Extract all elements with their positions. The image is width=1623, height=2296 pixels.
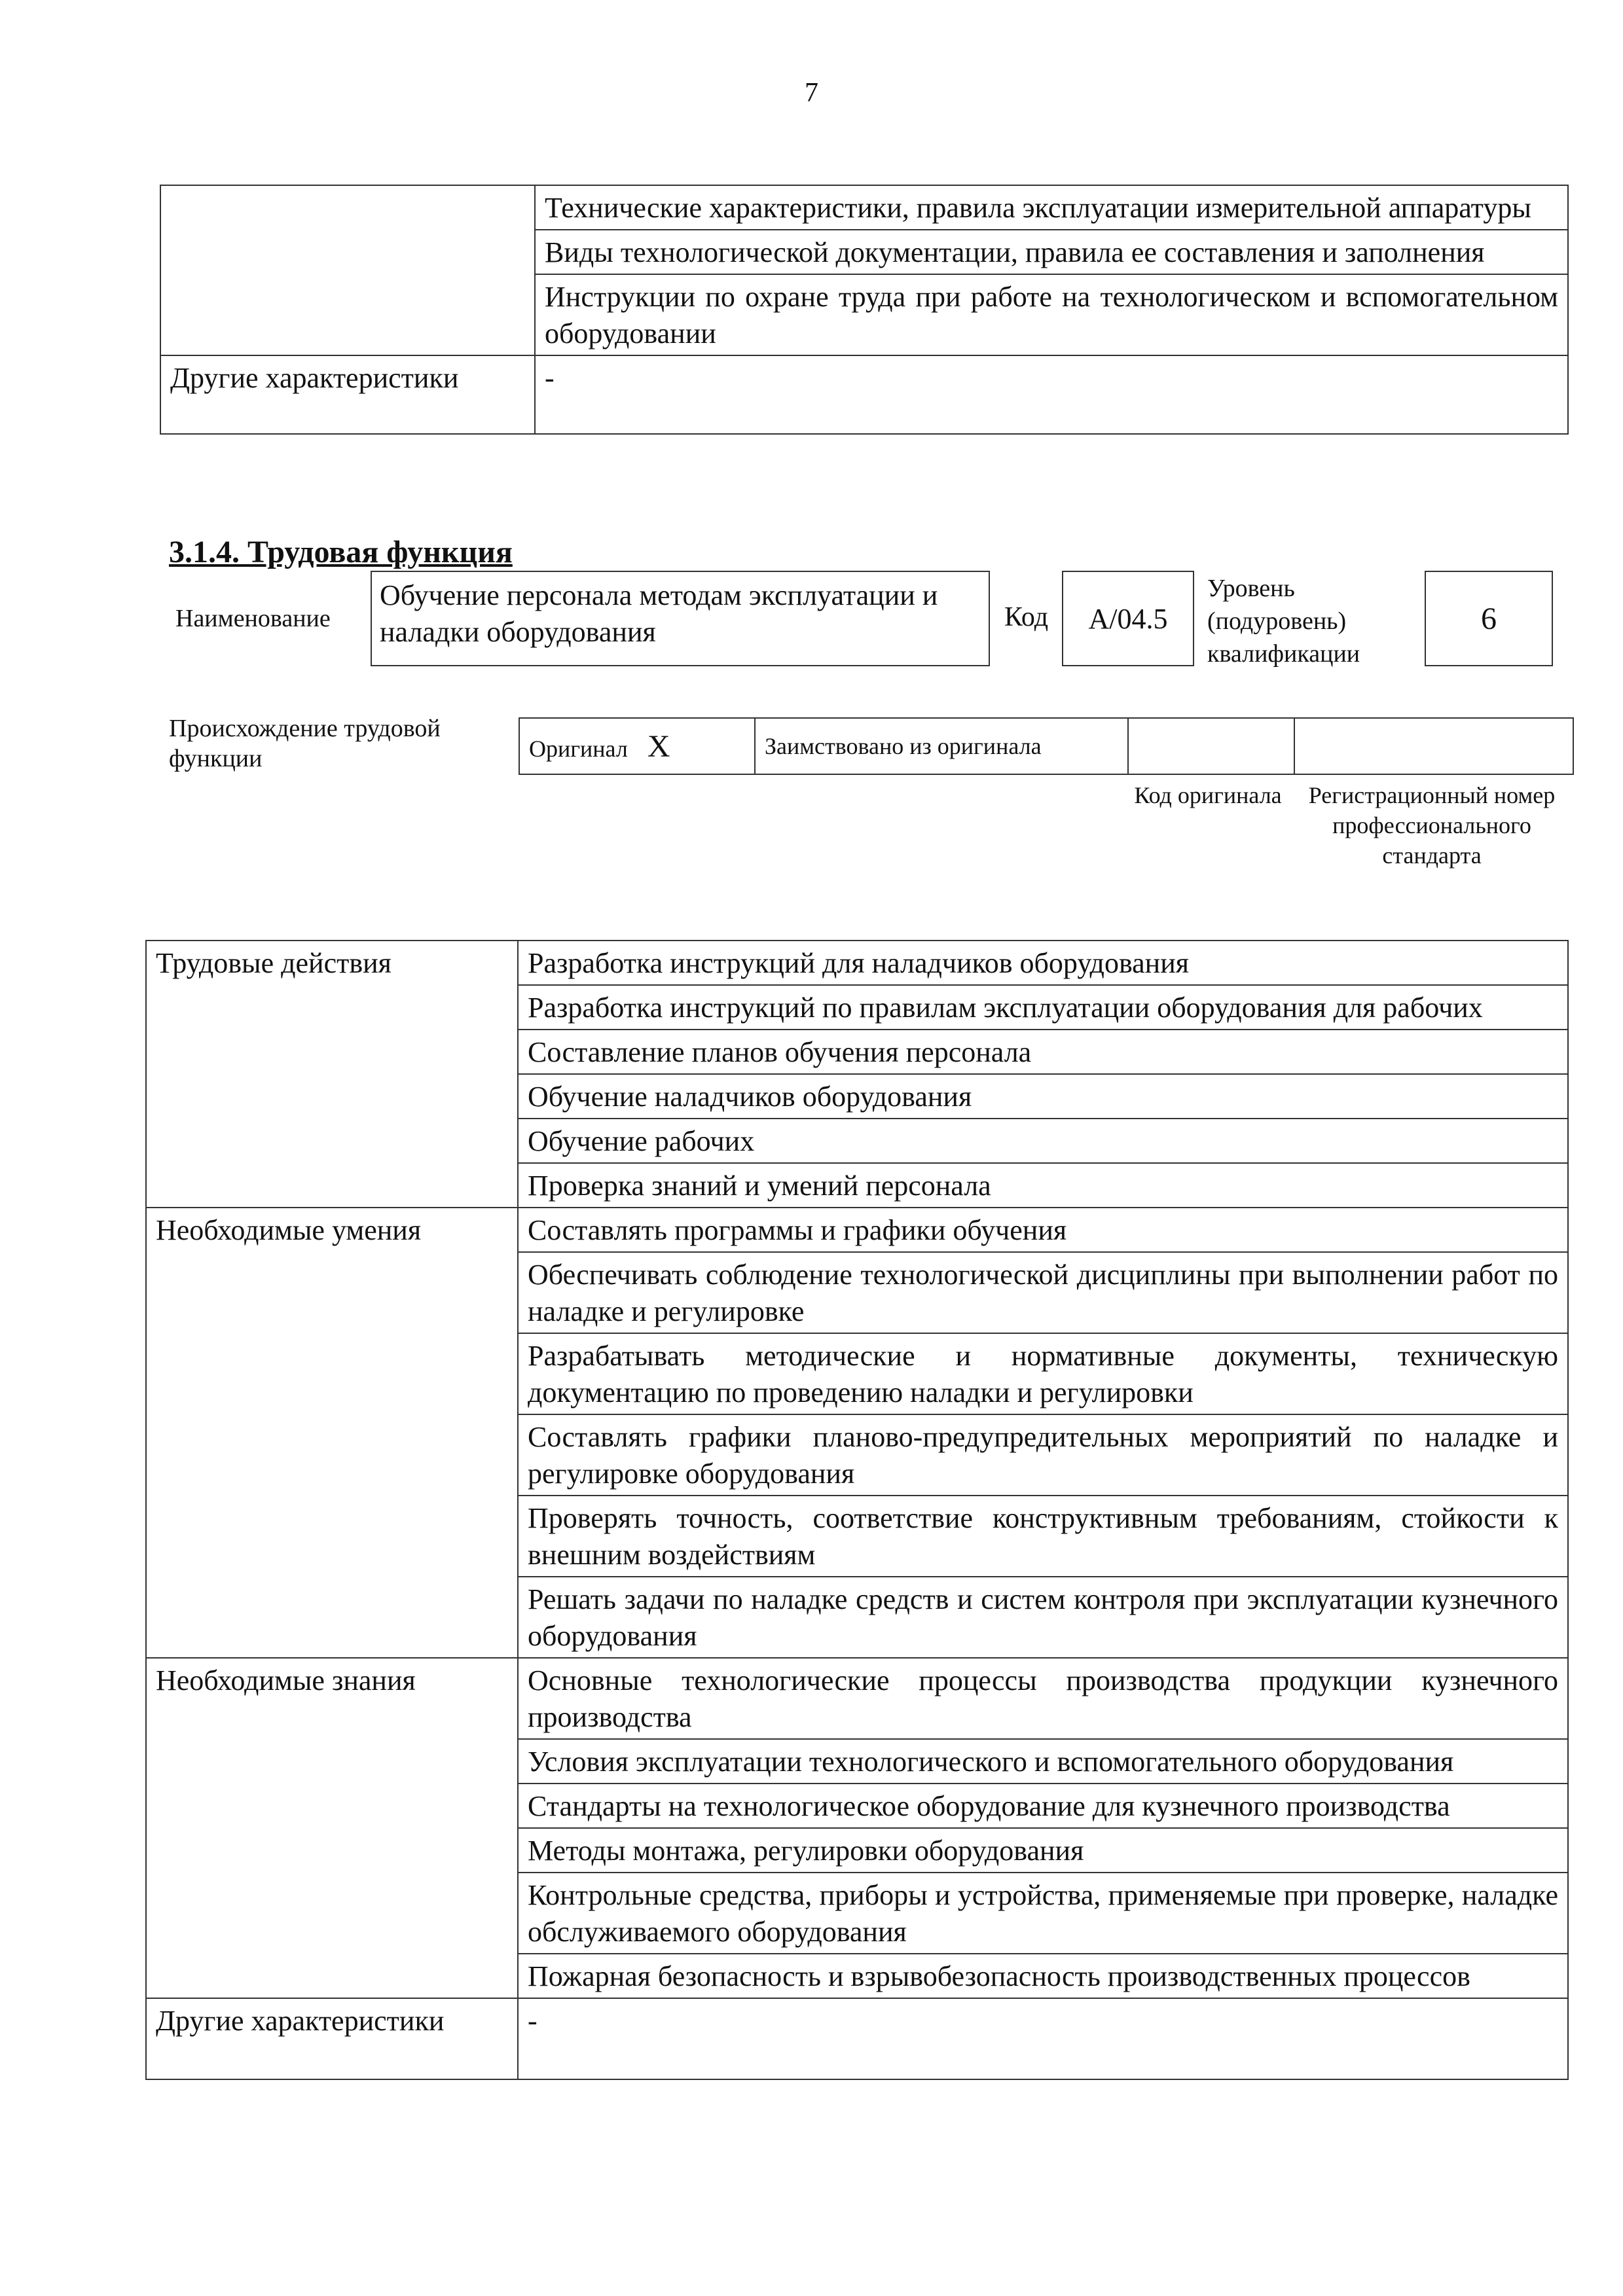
- required-skills-label: Необходимые умения: [146, 1208, 518, 1658]
- section-title: 3.1.4. Трудовая функция: [169, 535, 513, 569]
- origin-borrowed-cell: [755, 718, 1128, 774]
- knowledge-item: Контрольные средства, приборы и устройства, применяемые при проверке, наладке обслуживаемого оборудования: [518, 1873, 1568, 1954]
- top-empty-label: [160, 185, 535, 355]
- borrowed-label: Заимствовано из оригинала: [765, 733, 1042, 759]
- knowledge-item: Методы монтажа, регулировки оборудования: [518, 1828, 1568, 1873]
- labor-action-item: Составление планов обучения персонала: [518, 1030, 1568, 1074]
- knowledge-item: Виды технологической документации, правила ее составления и заполнения: [535, 230, 1568, 274]
- skill-item: Решать задачи по наладке средств и систем контроля при эксплуатации кузнечного оборудования: [518, 1577, 1568, 1658]
- labor-action-item: Разработка инструкций по правилам эксплуатации оборудования для рабочих: [518, 985, 1568, 1030]
- level-value-box: [1425, 571, 1553, 666]
- knowledge-item: Основные технологические процессы производства продукции кузнечного производства: [518, 1658, 1568, 1739]
- knowledge-item: Стандарты на технологическое оборудование для кузнечного производства: [518, 1784, 1568, 1828]
- labor-action-item: Обучение рабочих: [518, 1119, 1568, 1163]
- skill-item: Составлять программы и графики обучения: [518, 1208, 1568, 1252]
- other-characteristics-label: Другие характеристики: [146, 1998, 518, 2079]
- labor-action-item: Разработка инструкций для наладчиков оборудования: [518, 941, 1568, 985]
- caption-registration-number: Регистрационный номер профессионального стандарта: [1308, 782, 1556, 869]
- other-characteristics-label: Другие характеристики: [160, 355, 535, 434]
- origin-code-cell: [1128, 718, 1294, 774]
- skill-item: Составлять графики планово-предупредительных мероприятий по наладке и регулировке оборудования: [518, 1414, 1568, 1496]
- main-table: [145, 940, 1569, 2080]
- level-value: 6: [1481, 601, 1497, 636]
- labor-action-item: Обучение наладчиков оборудования: [518, 1074, 1568, 1119]
- origin-table: [519, 717, 1574, 775]
- origin-original-cell: [519, 718, 755, 774]
- other-characteristics-value: -: [518, 1998, 1568, 2079]
- name-value-box: [371, 571, 990, 666]
- knowledge-item: Пожарная безопасность и взрывобезопасность производственных процессов: [518, 1954, 1568, 1998]
- skill-item: Разрабатывать методические и нормативные документы, техническую документацию по проведению наладки и регулировки: [518, 1333, 1568, 1414]
- labor-actions-label: Трудовые действия: [146, 941, 518, 1208]
- code-value: A/04.5: [1088, 602, 1168, 635]
- page-number: 7: [805, 78, 818, 108]
- knowledge-item: Условия эксплуатации технологического и вспомогательного оборудования: [518, 1739, 1568, 1784]
- knowledge-item: Инструкции по охране труда при работе на технологическом и вспомогательном оборудовании: [535, 274, 1568, 355]
- knowledge-item: Технические характеристики, правила эксплуатации измерительной аппаратуры: [535, 185, 1568, 230]
- labor-action-item: Проверка знаний и умений персонала: [518, 1163, 1568, 1208]
- skill-item: Проверять точность, соответствие конструктивным требованиям, стойкости к внешним воздействиям: [518, 1496, 1568, 1577]
- caption-original-code: Код оригинала: [1134, 782, 1282, 808]
- level-label: Уровень (подуровень) квалификации: [1207, 575, 1360, 668]
- code-value-box: [1062, 571, 1194, 666]
- code-label: Код: [1004, 602, 1049, 632]
- skill-item: Обеспечивать соблюдение технологической дисциплины при выполнении работ по наладке и регулировке: [518, 1252, 1568, 1333]
- name-label: Наименование: [175, 605, 331, 632]
- name-value: Обучение персонала методам эксплуатации и наладки оборудования: [380, 579, 938, 648]
- top-table: [160, 185, 1569, 435]
- origin-label: Происхождение трудовой функции: [169, 715, 441, 772]
- original-mark: X: [647, 728, 670, 764]
- other-characteristics-value: -: [535, 355, 1568, 434]
- origin-reg-cell: [1294, 718, 1573, 774]
- required-knowledge-label: Необходимые знания: [146, 1658, 518, 1998]
- original-label: Оригинал: [529, 735, 628, 762]
